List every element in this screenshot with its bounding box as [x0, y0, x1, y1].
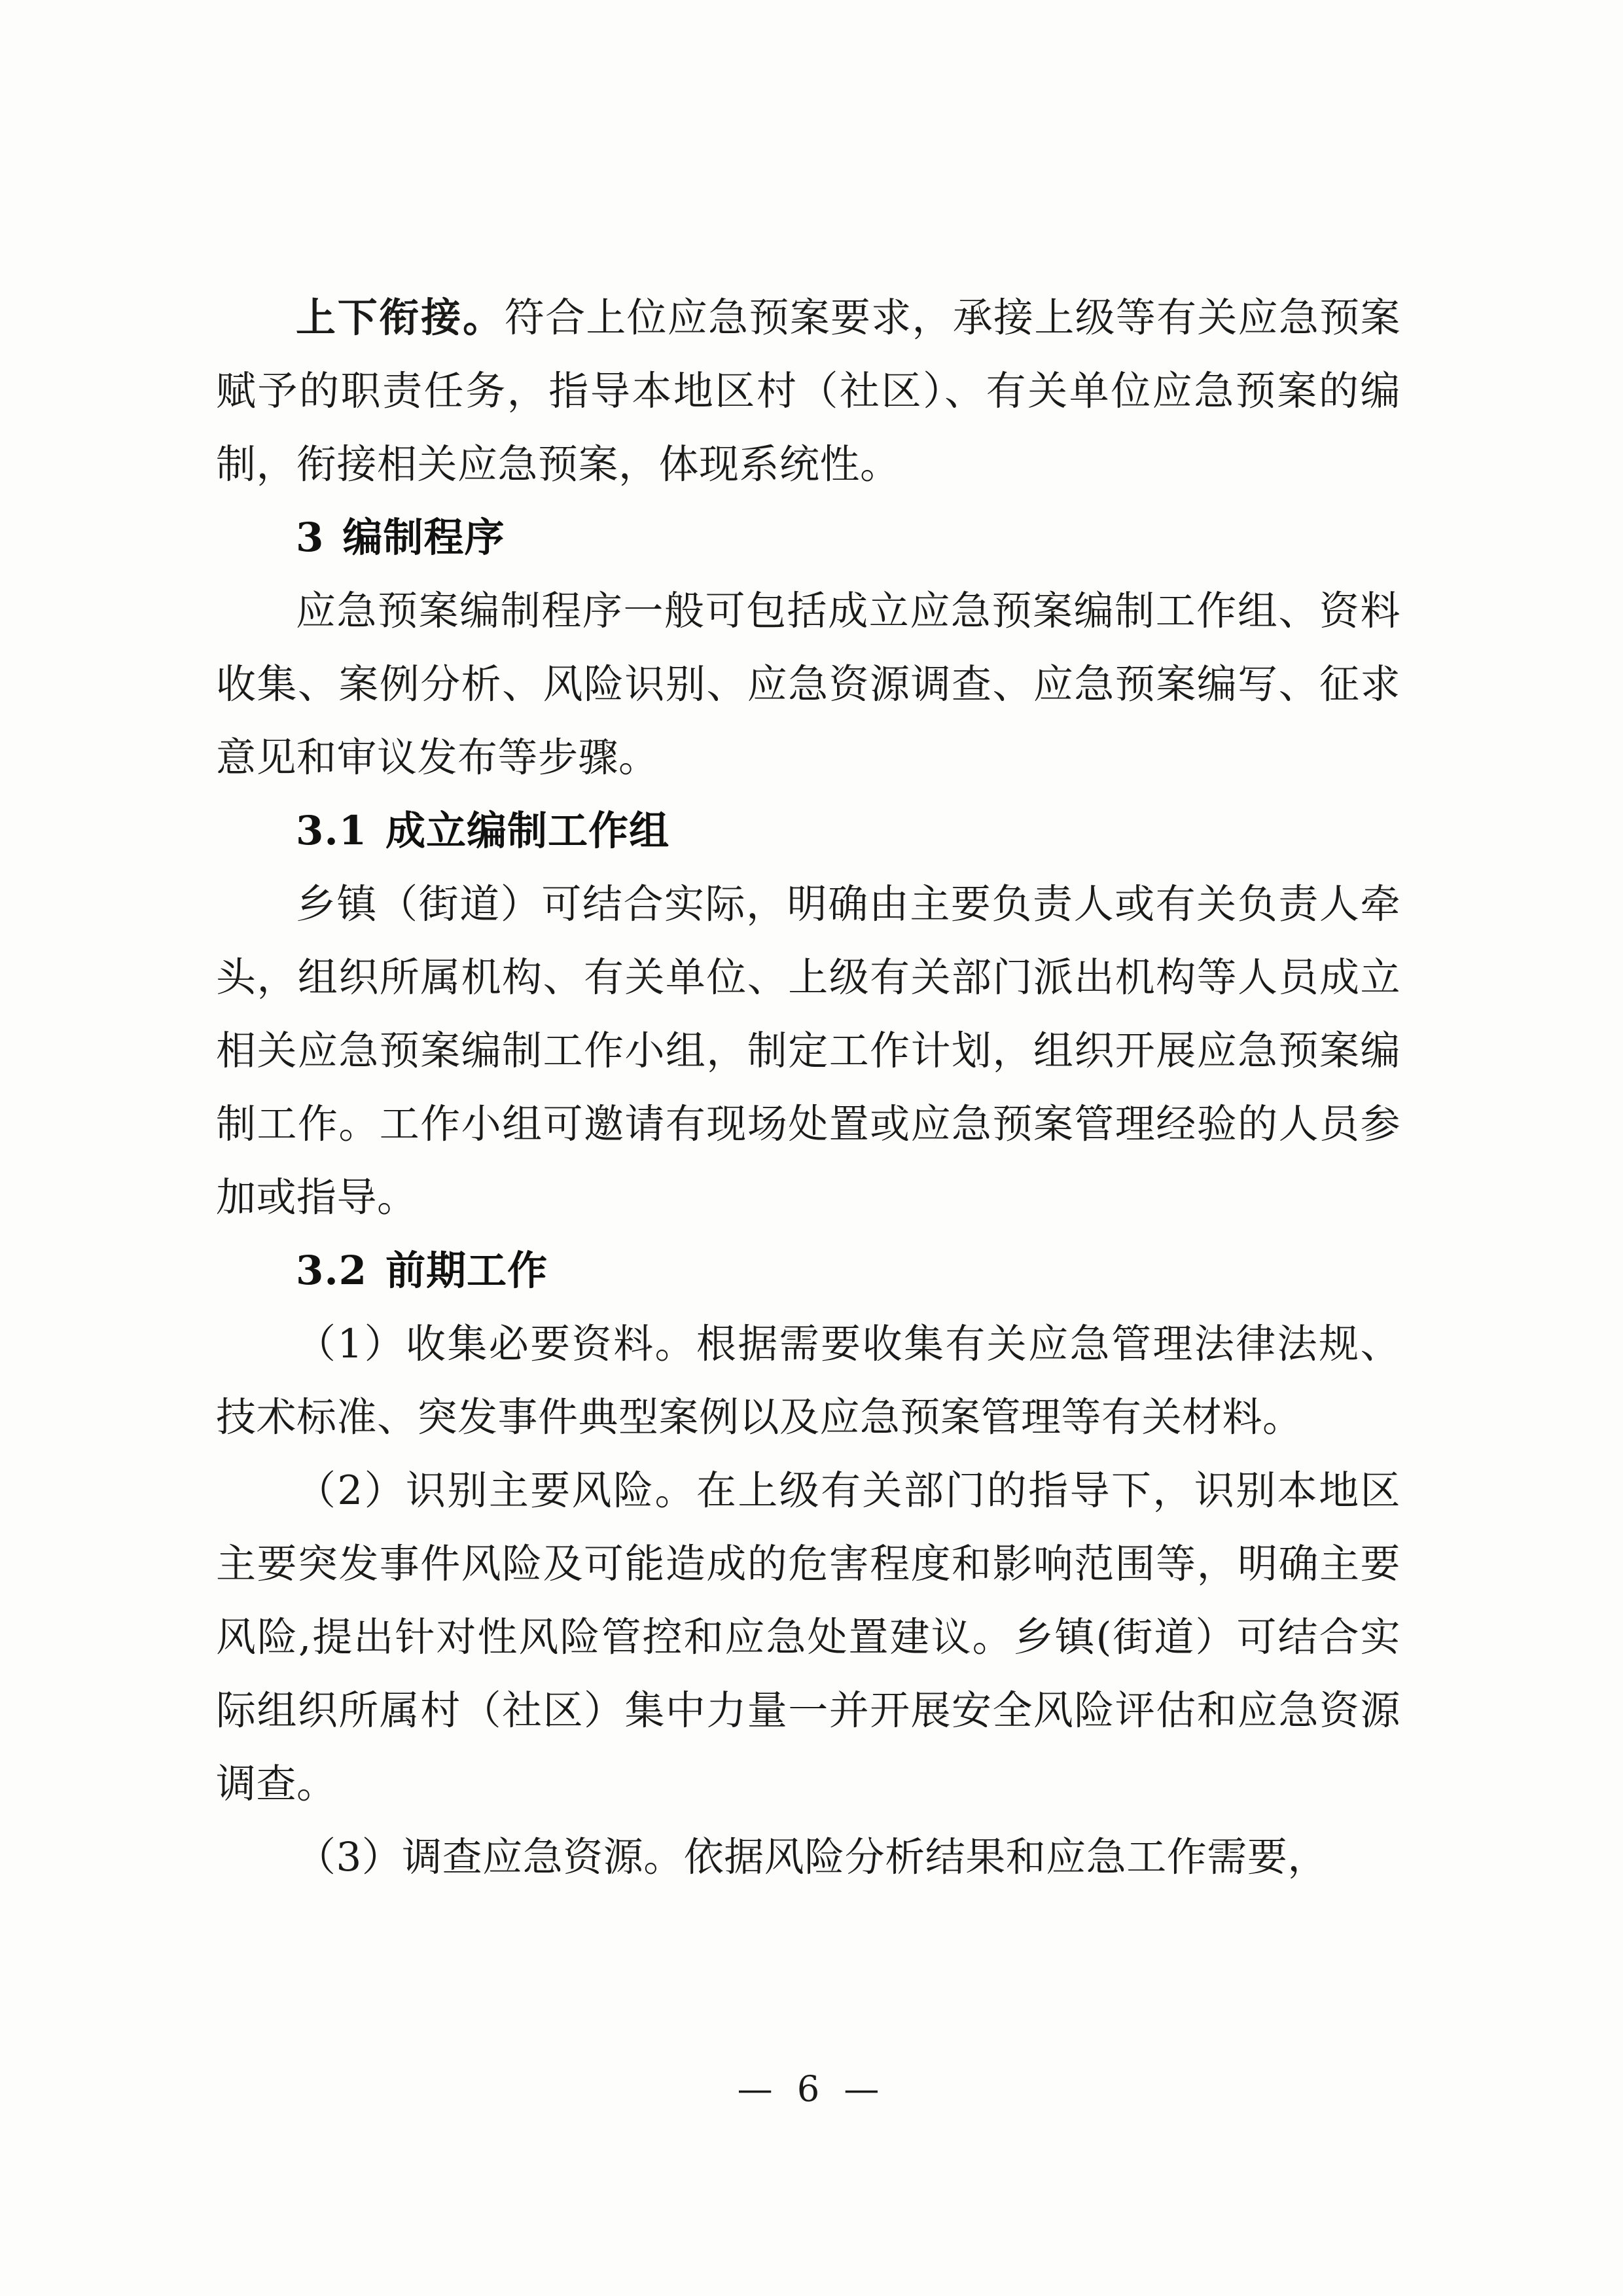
heading-section-3-2 — [216, 1234, 1400, 1308]
heading-number: 3.1 — [296, 808, 368, 854]
heading-number: 3 — [296, 514, 325, 561]
paragraph-shangxia-xianjie — [216, 281, 1400, 501]
paragraph-item-2: （2）识别主要风险。在上级有关部门的指导下，识别本地区主要突发事件风险及可能造成的危害程度和影响范围等，明确主要风险,提出针对性风险管控和应急处置建议。乡镇(街道）可结合实际组织所属村（社区）集中力量一并开展安全风险评估和应急资源调查。 — [216, 1467, 1400, 1807]
paragraph-item-1: （1）收集必要资料。根据需要收集有关应急管理法律法规、技术标准、突发事件典型案例以及应急预案管理等有关材料。 — [216, 1321, 1400, 1441]
page-footer — [0, 2068, 1623, 2109]
page-content — [216, 281, 1400, 1894]
heading-section-3-1 — [216, 795, 1400, 868]
paragraph-item-3: （3）调查应急资源。依据风险分析结果和应急工作需要， — [296, 1834, 1328, 1880]
heading-title: 前期工作 — [385, 1247, 548, 1294]
paragraph-section-3-body: 应急预案编制程序一般可包括成立应急预案编制工作组、资料收集、案例分析、风险识别、应急资源调查、应急预案编写、征求意见和审议发布等步骤。 — [216, 588, 1400, 781]
heading-title: 成立编制工作组 — [385, 808, 670, 854]
heading-section-3 — [216, 501, 1400, 575]
heading-number: 3.2 — [296, 1247, 368, 1294]
paragraph-section-3-1-body: 乡镇（街道）可结合实际，明确由主要负责人或有关负责人牵头，组织所属机构、有关单位、上级有关部门派出机构等人员成立相关应急预案编制工作小组，制定工作计划，组织开展应急预案编制工作。工作小组可邀请有现场处置或应急预案管理经验的人员参加或指导。 — [216, 881, 1400, 1221]
paragraph-text: 符合上位应急预案要求，承接上级等有关应急预案赋予的职责任务，指导本地区村（社区）、有关单位应急预案的编制，衔接相关应急预案，体现系统性。 — [216, 295, 1400, 488]
page-number: — 6 — — [737, 2068, 886, 2109]
paragraph-lead-label: 上下衔接。 — [296, 295, 505, 341]
heading-title: 编制程序 — [342, 514, 505, 561]
